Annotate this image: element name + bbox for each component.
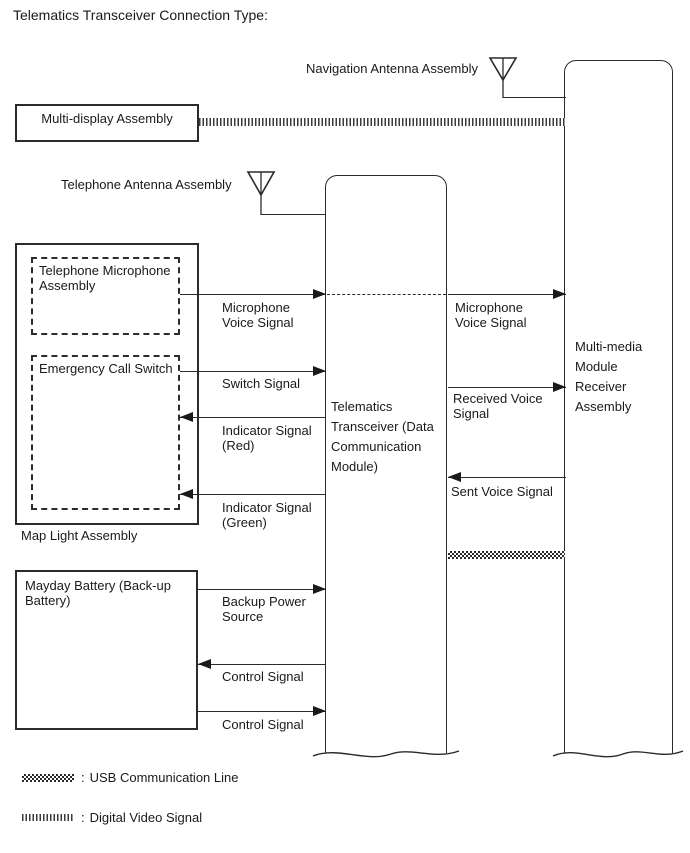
signal-line-control-2 (198, 711, 326, 712)
arrow-mic-voice-right (553, 289, 566, 299)
telematics-transceiver-label: Telematics Transceiver (Data Communication Module) (331, 399, 434, 474)
telephone-antenna-connector (261, 214, 326, 215)
arrow-backup-power (313, 584, 326, 594)
legend-digital-video-swatch (22, 814, 74, 821)
legend-digital-video-label: Digital Video Signal (89, 810, 203, 825)
arrow-mic-voice-left (313, 289, 326, 299)
emergency-call-switch-box (31, 355, 180, 510)
arrow-control-1 (198, 659, 211, 669)
signal-label-switch: Switch Signal (222, 376, 301, 391)
multi-display-assembly-label: Multi-display Assembly (41, 111, 173, 126)
signal-line-control-1 (198, 664, 326, 665)
signal-line-mic-voice-passthrough (327, 294, 446, 295)
arrow-indicator-red (180, 412, 193, 422)
arrow-switch (313, 366, 326, 376)
telephone-microphone-assembly-box (31, 257, 180, 335)
signal-line-received-voice (448, 387, 566, 388)
digital-video-signal-line (199, 118, 565, 126)
signal-line-switch (180, 371, 326, 372)
mayday-battery-label: Mayday Battery (Back-up Battery) (25, 578, 171, 608)
signal-line-sent-voice (448, 477, 566, 478)
map-light-assembly-label: Map Light Assembly (21, 528, 138, 543)
emergency-call-switch-label: Emergency Call Switch (39, 361, 173, 376)
navigation-antenna-label: Navigation Antenna Assembly (306, 61, 478, 76)
telephone-antenna-label: Telephone Antenna Assembly (61, 177, 232, 192)
usb-communication-line (448, 551, 565, 559)
multimedia-receiver-label: Multi-media Module Receiver Assembly (575, 339, 643, 414)
legend-digital-video-row (22, 810, 202, 825)
signal-label-received-voice: Received Voice Signal (453, 391, 543, 421)
legend-usb-separator: : (81, 770, 85, 785)
signal-label-sent-voice: Sent Voice Signal (451, 484, 553, 499)
telephone-antenna-icon (246, 170, 276, 216)
signal-line-backup-power (198, 589, 326, 590)
navigation-antenna-connector (503, 97, 566, 98)
arrow-indicator-green (180, 489, 193, 499)
signal-line-mic-voice-right (448, 294, 566, 295)
signal-line-mic-voice-left (180, 294, 326, 295)
legend-usb-label: USB Communication Line (89, 770, 239, 785)
signal-label-mic-voice-left: Microphone Voice Signal (222, 300, 294, 330)
signal-label-indicator-green: Indicator Signal (Green) (222, 500, 312, 530)
telephone-microphone-assembly-label: Telephone Microphone Assembly (39, 263, 171, 293)
legend-usb-row (22, 770, 238, 785)
multimedia-box-break-line (551, 743, 685, 765)
page-title: Telematics Transceiver Connection Type: (13, 7, 268, 23)
signal-label-control-2: Control Signal (222, 717, 304, 732)
signal-line-indicator-green (180, 494, 326, 495)
arrow-sent-voice (448, 472, 461, 482)
signal-label-mic-voice-right: Microphone Voice Signal (455, 300, 527, 330)
legend-digital-video-separator: : (81, 810, 85, 825)
multi-display-assembly-box (15, 104, 199, 142)
signal-label-indicator-red: Indicator Signal (Red) (222, 423, 312, 453)
telematics-box-break-line (311, 743, 461, 765)
arrow-control-2 (313, 706, 326, 716)
signal-line-indicator-red (180, 417, 326, 418)
mayday-battery-box (15, 570, 198, 730)
navigation-antenna-icon (488, 56, 518, 99)
legend-usb-swatch (22, 774, 74, 782)
signal-label-control-1: Control Signal (222, 669, 304, 684)
signal-label-backup-power: Backup Power Source (222, 594, 306, 624)
